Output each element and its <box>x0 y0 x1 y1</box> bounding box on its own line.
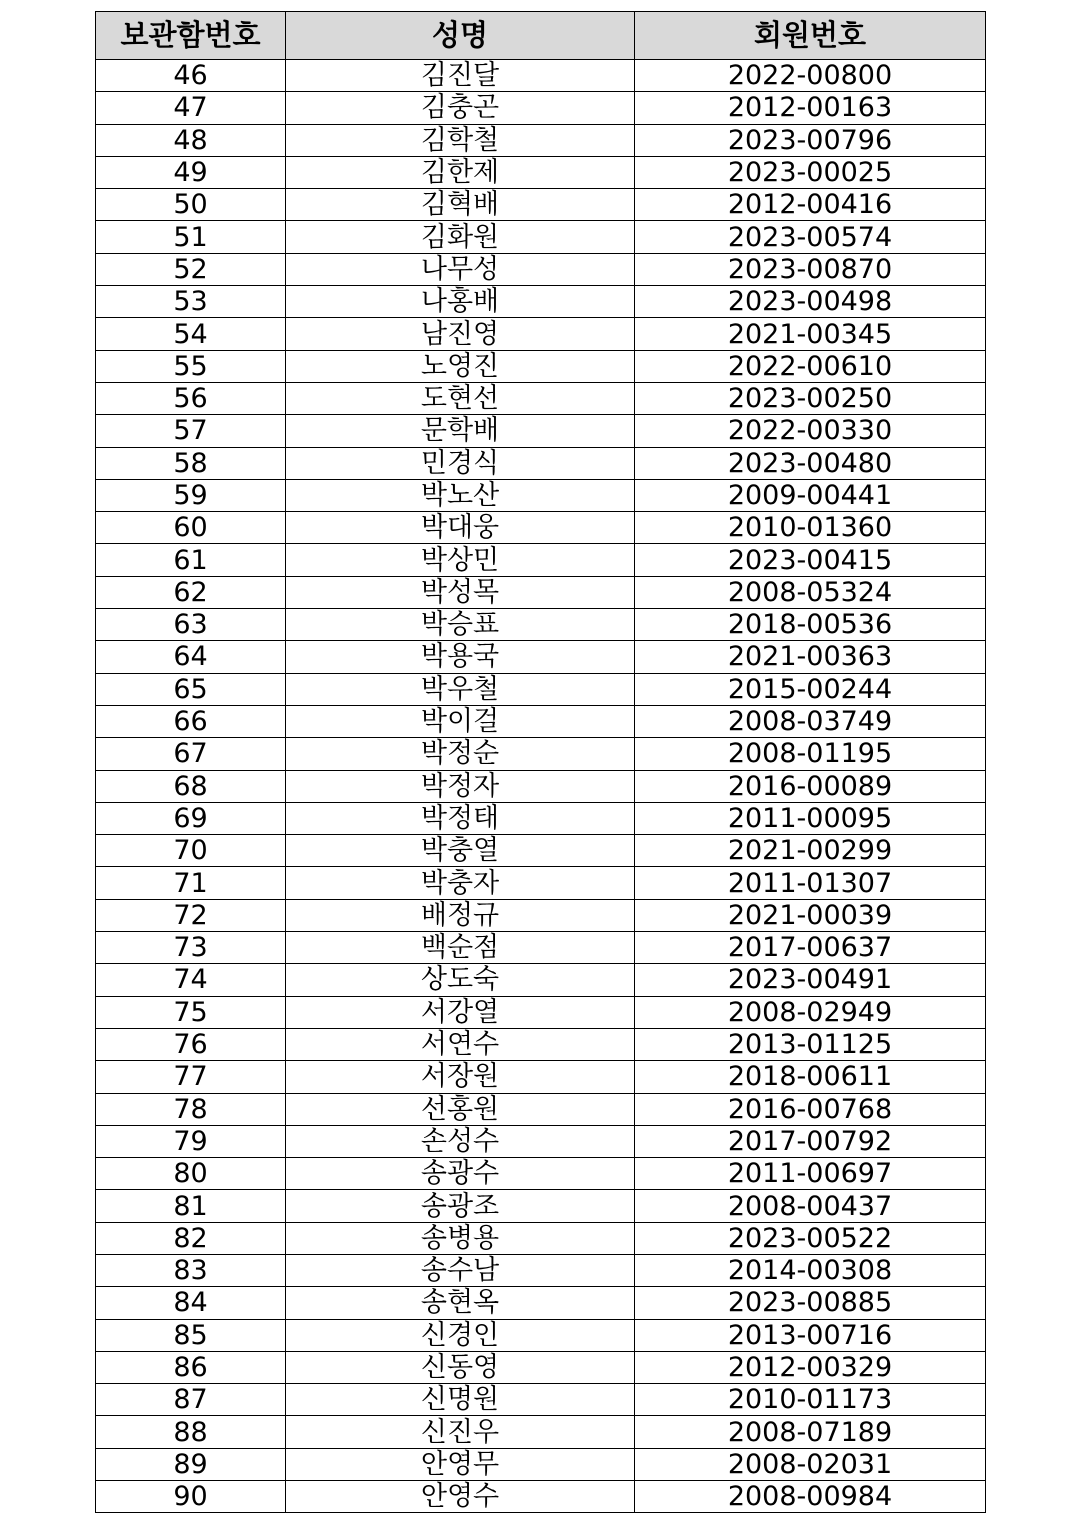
name-cell: 송광수 <box>286 1158 635 1190</box>
name-cell: 남진영 <box>286 318 635 350</box>
table-row <box>96 673 986 705</box>
member-number-cell: 2023-00491 <box>635 964 986 996</box>
locker-number-cell: 71 <box>96 867 286 899</box>
locker-number-cell: 88 <box>96 1416 286 1448</box>
locker-number-cell: 53 <box>96 286 286 318</box>
table-row <box>96 1481 986 1513</box>
table-row <box>96 1190 986 1222</box>
table-row <box>96 124 986 156</box>
locker-number-cell: 57 <box>96 415 286 447</box>
table-row <box>96 932 986 964</box>
locker-number-cell: 64 <box>96 641 286 673</box>
name-cell: 배정규 <box>286 899 635 931</box>
locker-number-cell: 90 <box>96 1481 286 1513</box>
table-row <box>96 867 986 899</box>
table-row <box>96 609 986 641</box>
name-cell: 박정자 <box>286 770 635 802</box>
header-member-number: 회원번호 <box>635 12 986 60</box>
table-row <box>96 899 986 931</box>
member-number-cell: 2021-00039 <box>635 899 986 931</box>
table-row <box>96 318 986 350</box>
member-number-cell: 2011-01307 <box>635 867 986 899</box>
table-row <box>96 1319 986 1351</box>
locker-number-cell: 82 <box>96 1222 286 1254</box>
locker-number-cell: 87 <box>96 1384 286 1416</box>
header-locker-number: 보관함번호 <box>96 12 286 60</box>
name-cell: 안영무 <box>286 1448 635 1480</box>
member-number-cell: 2008-00984 <box>635 1481 986 1513</box>
table-row <box>96 350 986 382</box>
locker-member-table <box>95 11 986 1513</box>
name-cell: 김한제 <box>286 156 635 188</box>
member-number-cell: 2008-00437 <box>635 1190 986 1222</box>
name-cell: 송현옥 <box>286 1287 635 1319</box>
table-row <box>96 221 986 253</box>
locker-number-cell: 50 <box>96 189 286 221</box>
name-cell: 백순점 <box>286 932 635 964</box>
name-cell: 박노산 <box>286 479 635 511</box>
table-row <box>96 964 986 996</box>
locker-number-cell: 49 <box>96 156 286 188</box>
locker-number-cell: 68 <box>96 770 286 802</box>
member-number-cell: 2009-00441 <box>635 479 986 511</box>
table-row <box>96 1287 986 1319</box>
name-cell: 노영진 <box>286 350 635 382</box>
table-row <box>96 835 986 867</box>
name-cell: 박상민 <box>286 544 635 576</box>
table-row <box>96 1028 986 1060</box>
locker-number-cell: 63 <box>96 609 286 641</box>
member-number-cell: 2023-00574 <box>635 221 986 253</box>
member-number-cell: 2016-00089 <box>635 770 986 802</box>
locker-number-cell: 46 <box>96 60 286 92</box>
name-cell: 박정순 <box>286 738 635 770</box>
name-cell: 김혁배 <box>286 189 635 221</box>
member-number-cell: 2022-00610 <box>635 350 986 382</box>
name-cell: 박충열 <box>286 835 635 867</box>
name-cell: 송수남 <box>286 1254 635 1286</box>
locker-number-cell: 75 <box>96 996 286 1028</box>
table-row <box>96 253 986 285</box>
locker-number-cell: 89 <box>96 1448 286 1480</box>
header-name: 성명 <box>286 12 635 60</box>
table-row <box>96 1351 986 1383</box>
table-row <box>96 447 986 479</box>
locker-number-cell: 58 <box>96 447 286 479</box>
member-number-cell: 2023-00415 <box>635 544 986 576</box>
table-row <box>96 189 986 221</box>
locker-number-cell: 81 <box>96 1190 286 1222</box>
member-number-cell: 2023-00480 <box>635 447 986 479</box>
table-row <box>96 415 986 447</box>
member-number-cell: 2015-00244 <box>635 673 986 705</box>
member-number-cell: 2023-00870 <box>635 253 986 285</box>
table-row <box>96 576 986 608</box>
locker-number-cell: 65 <box>96 673 286 705</box>
locker-number-cell: 72 <box>96 899 286 931</box>
locker-number-cell: 86 <box>96 1351 286 1383</box>
locker-number-cell: 85 <box>96 1319 286 1351</box>
name-cell: 나무성 <box>286 253 635 285</box>
member-number-cell: 2023-00796 <box>635 124 986 156</box>
name-cell: 김학철 <box>286 124 635 156</box>
locker-number-cell: 76 <box>96 1028 286 1060</box>
name-cell: 박정태 <box>286 802 635 834</box>
member-number-cell: 2013-01125 <box>635 1028 986 1060</box>
member-number-cell: 2022-00330 <box>635 415 986 447</box>
locker-number-cell: 73 <box>96 932 286 964</box>
table-row <box>96 996 986 1028</box>
name-cell: 신경인 <box>286 1319 635 1351</box>
member-number-cell: 2010-01173 <box>635 1384 986 1416</box>
member-number-cell: 2018-00611 <box>635 1061 986 1093</box>
member-number-cell: 2017-00792 <box>635 1125 986 1157</box>
table-row <box>96 382 986 414</box>
member-number-cell: 2023-00025 <box>635 156 986 188</box>
name-cell: 손성수 <box>286 1125 635 1157</box>
member-number-cell: 2011-00697 <box>635 1158 986 1190</box>
locker-number-cell: 67 <box>96 738 286 770</box>
name-cell: 신진우 <box>286 1416 635 1448</box>
member-number-cell: 2008-02949 <box>635 996 986 1028</box>
table-row <box>96 641 986 673</box>
locker-number-cell: 77 <box>96 1061 286 1093</box>
member-number-cell: 2021-00299 <box>635 835 986 867</box>
name-cell: 박승표 <box>286 609 635 641</box>
member-number-cell: 2008-03749 <box>635 705 986 737</box>
name-cell: 서강열 <box>286 996 635 1028</box>
header-row <box>96 12 986 60</box>
name-cell: 선홍원 <box>286 1093 635 1125</box>
table-row <box>96 1448 986 1480</box>
member-number-cell: 2023-00885 <box>635 1287 986 1319</box>
name-cell: 신동영 <box>286 1351 635 1383</box>
locker-number-cell: 55 <box>96 350 286 382</box>
locker-number-cell: 48 <box>96 124 286 156</box>
name-cell: 서연수 <box>286 1028 635 1060</box>
name-cell: 문학배 <box>286 415 635 447</box>
table-row <box>96 1384 986 1416</box>
name-cell: 상도숙 <box>286 964 635 996</box>
member-number-cell: 2008-01195 <box>635 738 986 770</box>
locker-number-cell: 74 <box>96 964 286 996</box>
locker-number-cell: 60 <box>96 512 286 544</box>
locker-number-cell: 79 <box>96 1125 286 1157</box>
table-row <box>96 1061 986 1093</box>
member-number-cell: 2022-00800 <box>635 60 986 92</box>
table-row <box>96 705 986 737</box>
name-cell: 박이걸 <box>286 705 635 737</box>
member-number-cell: 2021-00363 <box>635 641 986 673</box>
name-cell: 박대웅 <box>286 512 635 544</box>
locker-number-cell: 83 <box>96 1254 286 1286</box>
table-row <box>96 1416 986 1448</box>
member-number-cell: 2012-00416 <box>635 189 986 221</box>
table-row <box>96 1125 986 1157</box>
locker-number-cell: 51 <box>96 221 286 253</box>
table-row <box>96 1222 986 1254</box>
table-row <box>96 1254 986 1286</box>
member-number-cell: 2013-00716 <box>635 1319 986 1351</box>
locker-number-cell: 47 <box>96 92 286 124</box>
member-number-cell: 2023-00250 <box>635 382 986 414</box>
member-number-cell: 2023-00498 <box>635 286 986 318</box>
name-cell: 서장원 <box>286 1061 635 1093</box>
name-cell: 민경식 <box>286 447 635 479</box>
table-row <box>96 156 986 188</box>
table-row <box>96 770 986 802</box>
table-header <box>96 12 986 60</box>
locker-number-cell: 80 <box>96 1158 286 1190</box>
name-cell: 김충곤 <box>286 92 635 124</box>
name-cell: 도현선 <box>286 382 635 414</box>
locker-number-cell: 52 <box>96 253 286 285</box>
table-row <box>96 286 986 318</box>
member-number-cell: 2014-00308 <box>635 1254 986 1286</box>
locker-number-cell: 54 <box>96 318 286 350</box>
table-row <box>96 1158 986 1190</box>
locker-number-cell: 66 <box>96 705 286 737</box>
member-number-cell: 2008-07189 <box>635 1416 986 1448</box>
name-cell: 송병용 <box>286 1222 635 1254</box>
table-row <box>96 60 986 92</box>
member-number-cell: 2012-00329 <box>635 1351 986 1383</box>
table-row <box>96 92 986 124</box>
member-number-cell: 2016-00768 <box>635 1093 986 1125</box>
table-row <box>96 512 986 544</box>
locker-number-cell: 61 <box>96 544 286 576</box>
locker-number-cell: 84 <box>96 1287 286 1319</box>
table-row <box>96 544 986 576</box>
name-cell: 박우철 <box>286 673 635 705</box>
member-number-cell: 2012-00163 <box>635 92 986 124</box>
member-number-cell: 2018-00536 <box>635 609 986 641</box>
member-number-cell: 2017-00637 <box>635 932 986 964</box>
table-row <box>96 738 986 770</box>
name-cell: 박충자 <box>286 867 635 899</box>
name-cell: 신명원 <box>286 1384 635 1416</box>
locker-number-cell: 78 <box>96 1093 286 1125</box>
table-row <box>96 1093 986 1125</box>
name-cell: 송광조 <box>286 1190 635 1222</box>
table-body <box>96 60 986 1513</box>
name-cell: 나홍배 <box>286 286 635 318</box>
member-number-cell: 2011-00095 <box>635 802 986 834</box>
locker-number-cell: 56 <box>96 382 286 414</box>
name-cell: 박용국 <box>286 641 635 673</box>
name-cell: 김진달 <box>286 60 635 92</box>
table-row <box>96 479 986 511</box>
locker-number-cell: 70 <box>96 835 286 867</box>
locker-number-cell: 59 <box>96 479 286 511</box>
locker-number-cell: 69 <box>96 802 286 834</box>
member-number-cell: 2010-01360 <box>635 512 986 544</box>
name-cell: 박성목 <box>286 576 635 608</box>
member-number-cell: 2008-05324 <box>635 576 986 608</box>
member-number-cell: 2008-02031 <box>635 1448 986 1480</box>
locker-number-cell: 62 <box>96 576 286 608</box>
member-number-cell: 2023-00522 <box>635 1222 986 1254</box>
member-number-cell: 2021-00345 <box>635 318 986 350</box>
table-row <box>96 802 986 834</box>
name-cell: 김화원 <box>286 221 635 253</box>
name-cell: 안영수 <box>286 1481 635 1513</box>
